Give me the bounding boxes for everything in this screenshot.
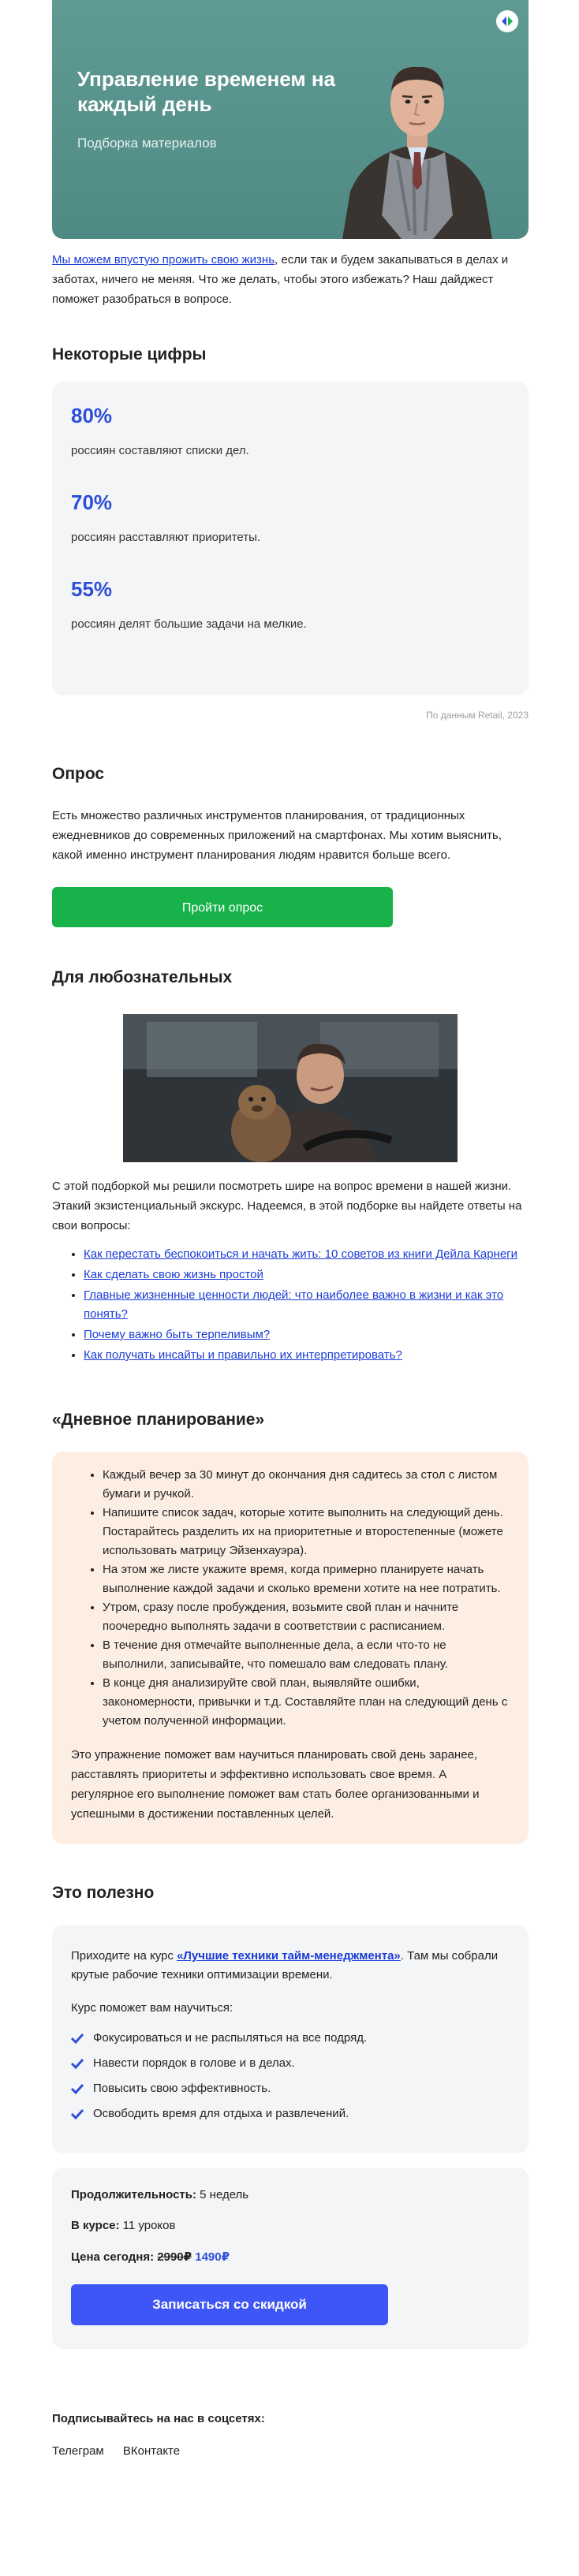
list-item: • В течение дня отмечайте выполненные дела, а если что-то не выполнили, записывайте, что помешало вам следовать плану. xyxy=(103,1636,510,1674)
planning-card xyxy=(52,1452,529,1844)
course-text-after: . Там мы собрали крутые рабочие техники оптимизации времени. xyxy=(71,1949,499,1981)
stat-item xyxy=(71,490,510,544)
duration-label: Продолжительность: xyxy=(71,2188,196,2201)
benefit-text: Навести порядок в голове и в делах. xyxy=(93,2056,295,2070)
hero-title: Управление временем на каждый день xyxy=(77,67,335,116)
intro-paragraph xyxy=(52,250,529,309)
planning-steps-list xyxy=(71,1466,510,1731)
brand-logo-icon xyxy=(495,9,519,33)
survey-text: Есть множество различных инструментов планирования, от традиционных ежедневников до современных приложений на смартфонах. Мы хотим выяснить, какой именно инструмент планирования людям нравится больше всего. xyxy=(52,809,502,862)
checkmark-icon xyxy=(71,2083,84,2094)
benefit-text: Освободить время для отдыха и развлечений. xyxy=(93,2107,349,2120)
lessons-value: 11 уроков xyxy=(122,2219,176,2232)
benefits-list xyxy=(71,2029,510,2123)
checkmark-icon xyxy=(71,2033,84,2044)
article-links-list xyxy=(52,1245,529,1365)
man-with-groundhog-image xyxy=(123,1014,458,1162)
social-link-telegram[interactable]: Телеграм xyxy=(52,2444,104,2458)
social-links xyxy=(52,2441,529,2458)
duration-value: 5 недель xyxy=(200,2188,249,2201)
survey-heading: Опрос xyxy=(52,765,105,783)
stat-text: россиян расставляют приоритеты. xyxy=(71,531,261,544)
course-intro xyxy=(71,1947,510,1985)
pricing-card xyxy=(52,2168,529,2349)
list-item xyxy=(71,2054,510,2073)
article-link[interactable]: Как получать инсайты и правильно их интерпретировать? xyxy=(84,1348,402,1362)
lessons-row xyxy=(71,2219,510,2232)
lessons-label: В курсе: xyxy=(71,2219,120,2232)
course-text-before: Приходите на курс xyxy=(71,1949,177,1963)
planning-heading: «Дневное планирование» xyxy=(52,1411,265,1429)
enroll-discount-button[interactable]: Записаться со скидкой xyxy=(71,2284,388,2325)
stat-text: россиян составляют списки дел. xyxy=(71,444,249,457)
list-item xyxy=(84,1245,529,1264)
list-item: • Напишите список задач, которые хотите выполнить на следующий день. Постарайтесь разделить их на приоритетные и второстепенные (можете использовать матрицу Эйзенхауэра). xyxy=(103,1504,510,1560)
list-item: • В конце дня анализируйте свой план, выявляйте ошибки, закономерности, привычки и т.д. Составляйте план на следующий день с учетом полученной информации. xyxy=(103,1674,510,1731)
man-in-coat-illustration xyxy=(334,34,500,239)
list-item xyxy=(71,2079,510,2098)
new-price: 1490₽ xyxy=(195,2250,230,2264)
stat-text: россиян делят большие задачи на мелкие. xyxy=(71,617,307,631)
stats-card xyxy=(52,382,529,695)
stat-item xyxy=(71,577,510,631)
duration-row xyxy=(71,2188,510,2201)
list-item xyxy=(84,1325,529,1344)
checkmark-icon xyxy=(71,2108,84,2119)
list-item xyxy=(71,2104,510,2123)
course-card xyxy=(52,1925,529,2153)
benefit-text: Повысить свою эффективность. xyxy=(93,2082,271,2095)
price-label: Цена сегодня: xyxy=(71,2250,155,2264)
stat-value: 80% xyxy=(71,404,113,427)
price-row xyxy=(71,2250,510,2264)
benefit-text: Фокусироваться и не распыляться на все подряд. xyxy=(93,2031,368,2045)
stats-source: По данным Retail, 2023 xyxy=(426,710,529,721)
film-still-image xyxy=(123,1014,458,1162)
list-item xyxy=(84,1286,529,1324)
take-survey-button[interactable]: Пройти опрос xyxy=(52,887,393,927)
hero-subtitle: Подборка материалов xyxy=(77,136,217,151)
list-item xyxy=(84,1346,529,1365)
intro-text: , если так и будем закапываться в делах и заботах, ничего не меняя. Что же делать, чтобы этого избежать? Наш дайджест поможет разобраться в вопросе. xyxy=(52,253,509,306)
stats-heading: Некоторые цифры xyxy=(52,345,207,363)
curious-text: С этой подборкой мы решили посмотреть шире на вопрос времени в нашей жизни. Этакий экзистенциальный экскурс. Надеемся, в этой подборке вы найдете ответы на свои вопросы: xyxy=(52,1180,522,1232)
list-item xyxy=(84,1266,529,1284)
article-link[interactable]: Как сделать свою жизнь простой xyxy=(84,1268,263,1281)
list-item: • На этом же листе укажите время, когда примерно планируете начать выполнение каждой задачи и сколько времени хотите на нее потратить. xyxy=(103,1560,510,1598)
planning-summary: Это упражнение поможет вам научиться планировать свой день заранее, расставлять приоритеты и эффективно использовать свое время. А регулярное его выполнение поможет вам стать более организованными и успешными в достижении поставленных целей. xyxy=(71,1748,480,1821)
hero-banner xyxy=(52,0,529,239)
course-link[interactable]: «Лучшие техники тайм-менеджмента» xyxy=(177,1949,401,1963)
list-item: • Каждый вечер за 30 минут до окончания дня садитесь за стол с листом бумаги и ручкой. xyxy=(103,1466,510,1504)
stat-value: 55% xyxy=(71,577,113,601)
stat-value: 70% xyxy=(71,490,113,514)
stat-item xyxy=(71,382,510,457)
course-learn-intro: Курс поможет вам научиться: xyxy=(71,2001,233,2015)
article-link[interactable]: Почему важно быть терпеливым? xyxy=(84,1328,271,1341)
list-item: • Утром, сразу после пробуждения, возьмите свой план и начните поочередно выполнять задачи в соответствии с расписанием. xyxy=(103,1598,510,1636)
curious-heading: Для любознательных xyxy=(52,968,233,986)
intro-link[interactable]: Мы можем впустую прожить свою жизнь xyxy=(52,253,275,267)
old-price: 2990₽ xyxy=(157,2250,192,2264)
list-item xyxy=(71,2029,510,2048)
article-link[interactable]: Как перестать беспокоиться и начать жить: 10 советов из книги Дейла Карнеги xyxy=(84,1247,518,1261)
social-link-vk[interactable]: ВКонтакте xyxy=(122,2444,181,2458)
article-link[interactable]: Главные жизненные ценности людей: что наиболее важно в жизни и как это понять? xyxy=(84,1288,504,1321)
checkmark-icon xyxy=(71,2058,84,2069)
useful-heading: Это полезно xyxy=(52,1884,155,1902)
social-title: Подписывайтесь на нас в соцсетях: xyxy=(52,2412,265,2425)
